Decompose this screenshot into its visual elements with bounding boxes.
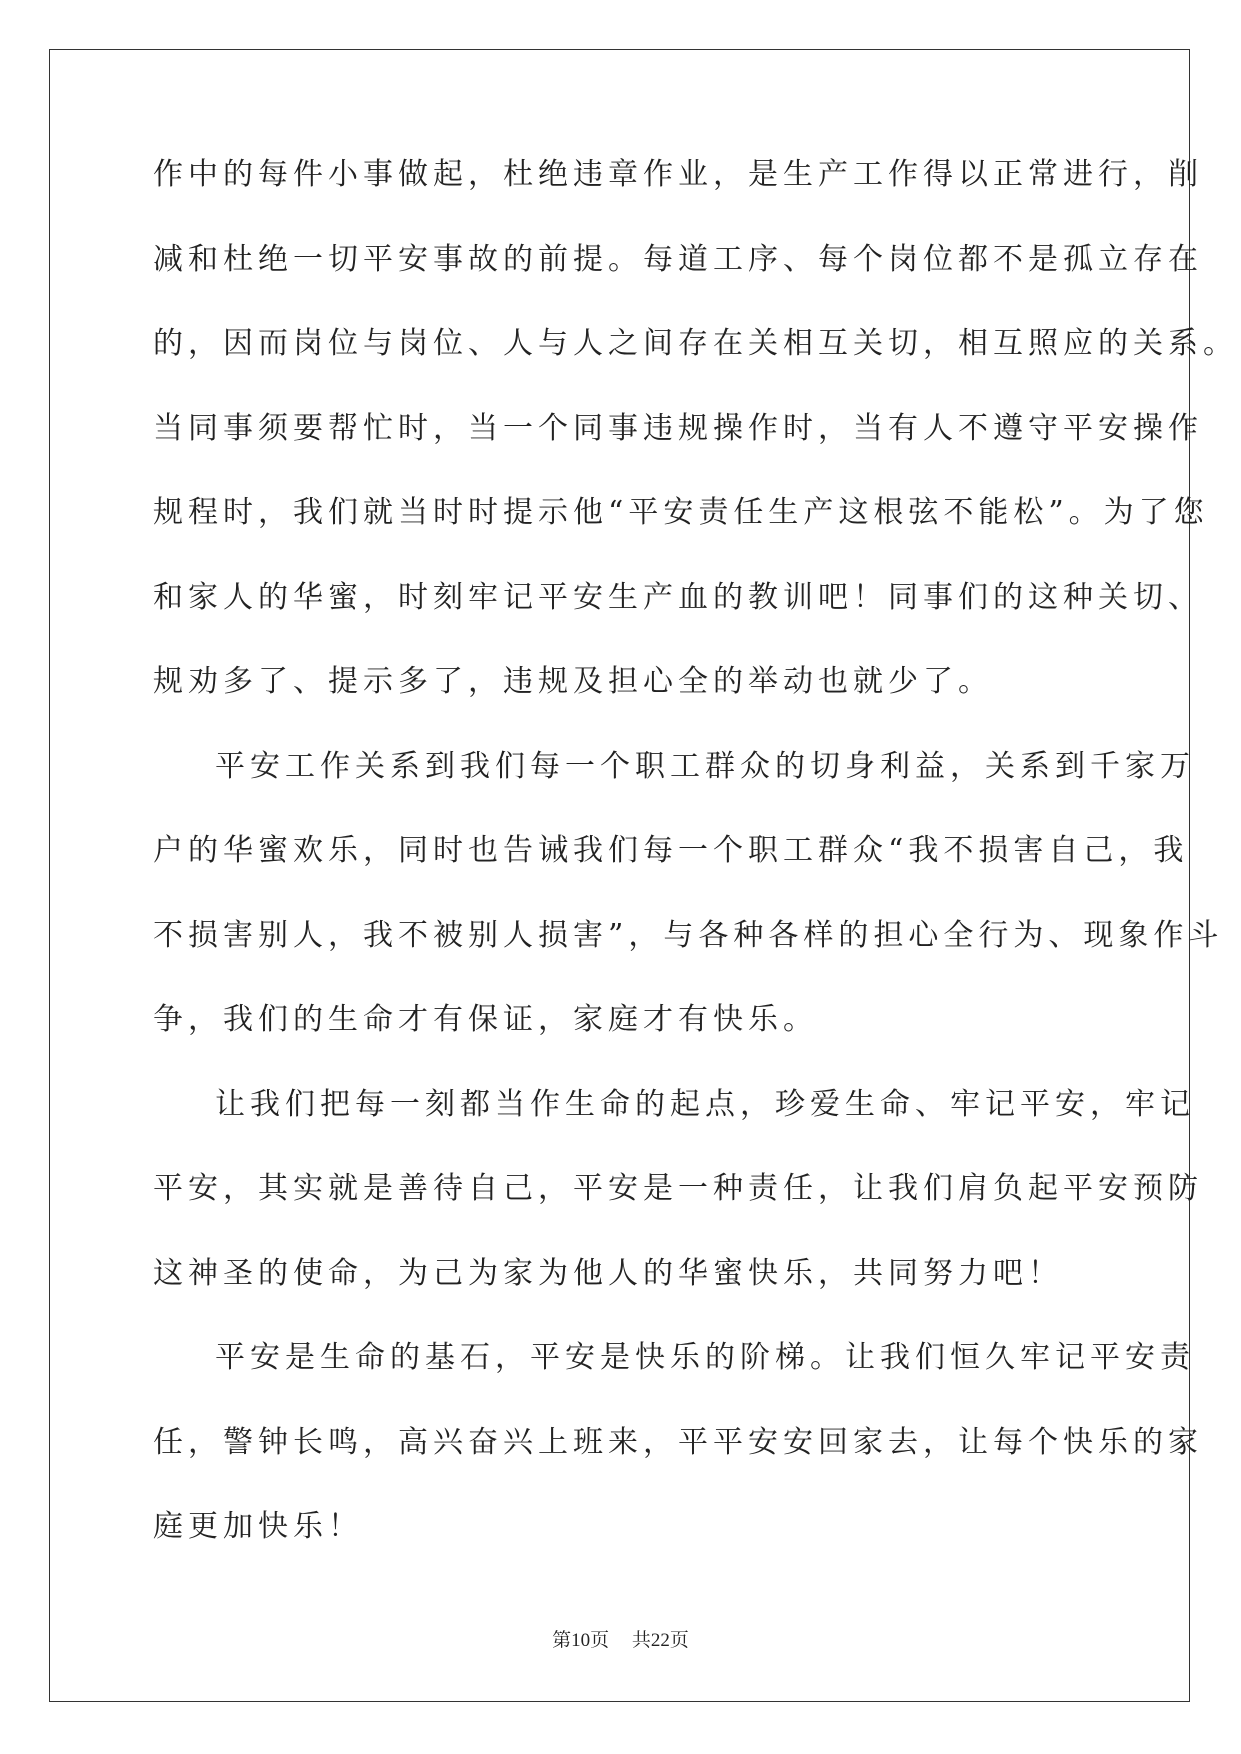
paragraph-start-line: 让我们把每一刻都当作生命的起点，珍爱生命、牢记平安，牢记 — [215, 1086, 1195, 1122]
paragraph-start-line: 平安是生命的基石，平安是快乐的阶梯。让我们恒久牢记平安责 — [215, 1340, 1195, 1375]
page-total: 共22页 — [631, 1630, 689, 1651]
text-line: 这神圣的使命，为己为家为他人的华蜜快乐，共同努力吧！ — [153, 1255, 1063, 1291]
page-number: 第10页 — [552, 1630, 610, 1651]
text-line: 不损害别人，我不被别人损害”，与各种各样的担心全行为、现象作斗 — [153, 917, 1224, 953]
text-line: 平安，其实就是善待自己，平安是一种责任，让我们肩负起平安预防 — [153, 1171, 1203, 1206]
text-line: 规程时，我们就当时时提示他“平安责任生产这根弦不能松”。为了您 — [153, 495, 1209, 530]
page-footer — [0, 1625, 1241, 1652]
text-line: 作中的每件小事做起，杜绝违章作业，是生产工作得以正常进行，削 — [153, 157, 1203, 192]
text-line: 庭更加快乐！ — [153, 1509, 363, 1544]
paragraph-start-line: 平安工作关系到我们每一个职工群众的切身利益，关系到千家万 — [215, 748, 1195, 784]
text-line: 和家人的华蜜，时刻牢记平安生产血的教训吧！同事们的这种关切、 — [153, 579, 1203, 615]
text-line: 户的华蜜欢乐，同时也告诫我们每一个职工群众“我不损害自己，我 — [153, 833, 1189, 868]
text-line: 的，因而岗位与岗位、人与人之间存在关相互关切，相互照应的关系。 — [153, 326, 1238, 361]
text-line: 争，我们的生命才有保证，家庭才有快乐。 — [153, 1002, 818, 1037]
text-line: 当同事须要帮忙时，当一个同事违规操作时，当有人不遵守平安操作 — [153, 410, 1203, 446]
text-line: 任，警钟长鸣，高兴奋兴上班来，平平安安回家去，让每个快乐的家 — [153, 1424, 1203, 1460]
document-body — [153, 157, 1238, 1595]
text-line: 规劝多了、提示多了，违规及担心全的举动也就少了。 — [153, 664, 993, 699]
text-line: 减和杜绝一切平安事故的前提。每道工序、每个岗位都不是孤立存在 — [153, 241, 1203, 277]
